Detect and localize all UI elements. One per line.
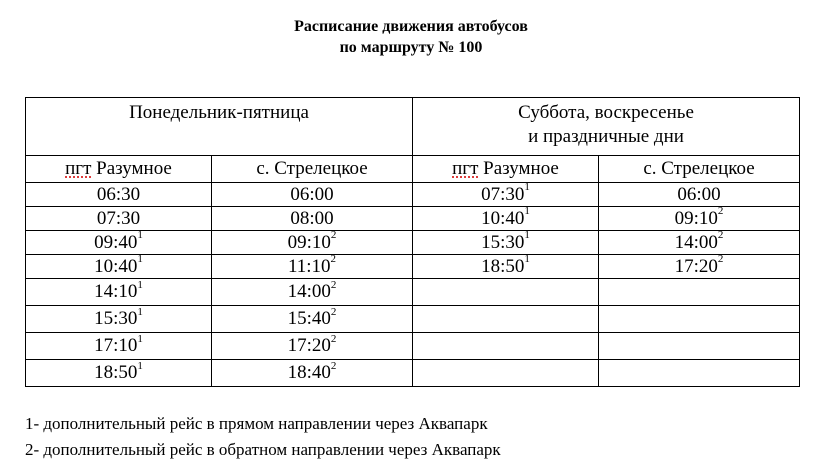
footnote-marker: 2	[717, 205, 724, 218]
table-row	[26, 231, 800, 255]
time-value: 17:10	[94, 335, 138, 356]
time-value: 17:20	[287, 335, 331, 356]
time-value: 07:30	[96, 207, 141, 229]
footnote-marker: 1	[524, 205, 530, 218]
time-value: 15:40	[287, 308, 331, 329]
column-header-row	[26, 156, 800, 183]
table-row	[26, 306, 800, 333]
column-header-label: пгт Разумное	[452, 158, 559, 179]
time-value: 14:10	[94, 281, 138, 302]
column-header-label: с. Стрелецкое	[643, 158, 755, 179]
footnote-marker: 2	[330, 359, 337, 372]
time-cell-weekday-streletskoe	[212, 333, 413, 360]
footnote-marker: 1	[524, 253, 530, 266]
group-weekday	[26, 98, 413, 156]
time-value: 18:50	[94, 362, 138, 383]
time-cell-weekend-razumnoe	[413, 360, 599, 387]
time-cell-weekend-streletskoe	[599, 306, 800, 333]
table-row	[26, 183, 800, 207]
footnote-marker: 2	[330, 278, 337, 291]
time-cell-weekday-streletskoe	[212, 183, 413, 207]
time-cell-weekday-streletskoe	[212, 231, 413, 255]
column-header-weekday-razumnoe	[26, 156, 212, 183]
footnote-marker: 1	[137, 359, 143, 372]
time-cell-weekend-streletskoe	[599, 231, 800, 255]
time-value: 18:50	[481, 255, 525, 277]
spellcheck-underline: пгт	[65, 158, 92, 179]
table-row	[26, 255, 800, 279]
time-value: 08:00	[290, 207, 334, 229]
time-value: 06:00	[677, 183, 721, 205]
time-cell-weekday-razumnoe	[26, 183, 212, 207]
time-cell-weekday-razumnoe	[26, 207, 212, 231]
column-header-weekend-streletskoe	[599, 156, 800, 183]
table-row	[26, 207, 800, 231]
group-header-row	[26, 98, 800, 156]
footnote-marker: 1	[137, 253, 143, 266]
time-value: 10:40	[481, 207, 525, 229]
time-value: 10:40	[94, 255, 138, 277]
time-cell-weekend-streletskoe	[599, 207, 800, 231]
footnotes	[25, 411, 501, 463]
time-cell-weekend-streletskoe	[599, 255, 800, 279]
time-value: 15:30	[481, 231, 525, 253]
table-row	[26, 333, 800, 360]
document-title	[0, 16, 822, 58]
footnote-marker: 2	[717, 253, 724, 266]
footnote-marker: 2	[717, 229, 724, 242]
time-cell-weekday-streletskoe	[212, 255, 413, 279]
time-value: 14:00	[287, 281, 331, 302]
footnote-marker: 2	[330, 305, 337, 318]
footnote-1: 1- дополнительный рейс в прямом направлении через Аквапарк	[25, 414, 488, 433]
table-row	[26, 279, 800, 306]
time-value: 07:30	[481, 183, 525, 205]
footnote-marker: 2	[330, 253, 337, 266]
time-value: 09:40	[94, 231, 138, 253]
schedule-table	[25, 97, 800, 387]
footnote-marker: 1	[137, 229, 143, 242]
column-header-weekday-streletskoe	[212, 156, 413, 183]
time-cell-weekend-streletskoe	[599, 183, 800, 207]
time-cell-weekend-razumnoe	[413, 279, 599, 306]
group-weekday-label: Понедельник-пятница	[129, 102, 309, 123]
time-cell-weekend-razumnoe	[413, 231, 599, 255]
column-header-weekend-razumnoe	[413, 156, 599, 183]
title-line-1: Расписание движения автобусов	[294, 18, 528, 35]
schedule-body	[26, 183, 800, 387]
time-value: 18:40	[287, 362, 331, 383]
footnote-marker: 2	[330, 229, 337, 242]
time-value: 06:00	[290, 183, 334, 205]
time-cell-weekend-razumnoe	[413, 306, 599, 333]
time-cell-weekday-razumnoe	[26, 231, 212, 255]
group-weekend-label-line-2: и праздничные дни	[528, 126, 684, 147]
time-cell-weekday-razumnoe	[26, 306, 212, 333]
time-cell-weekday-streletskoe	[212, 207, 413, 231]
time-value: 06:30	[96, 183, 141, 205]
footnote-2: 2- дополнительный рейс в обратном направлении через Аквапарк	[25, 440, 501, 459]
column-header-label: пгт Разумное	[65, 158, 172, 179]
time-cell-weekday-streletskoe	[212, 306, 413, 333]
time-value: 11:10	[287, 255, 331, 277]
time-cell-weekend-streletskoe	[599, 360, 800, 387]
time-cell-weekday-razumnoe	[26, 255, 212, 279]
footnote-marker: 1	[137, 332, 143, 345]
footnote-marker: 1	[524, 181, 530, 194]
title-line-2: по маршруту № 100	[339, 39, 483, 56]
time-cell-weekday-streletskoe	[212, 360, 413, 387]
group-weekend-label-line-1: Суббота, воскресенье	[518, 102, 694, 123]
time-cell-weekday-razumnoe	[26, 333, 212, 360]
footnote-marker: 1	[137, 278, 143, 291]
time-cell-weekend-razumnoe	[413, 207, 599, 231]
time-cell-weekday-razumnoe	[26, 360, 212, 387]
group-weekend	[413, 98, 800, 156]
footnote-marker: 1	[137, 305, 143, 318]
time-value: 09:10	[287, 231, 331, 253]
time-cell-weekend-streletskoe	[599, 333, 800, 360]
time-cell-weekday-streletskoe	[212, 279, 413, 306]
time-cell-weekend-razumnoe	[413, 183, 599, 207]
table-row	[26, 360, 800, 387]
spellcheck-underline: пгт	[452, 158, 479, 179]
column-header-label: с. Стрелецкое	[256, 158, 368, 179]
time-value: 09:10	[674, 207, 718, 229]
footnote-marker: 2	[330, 332, 337, 345]
time-value: 17:20	[674, 255, 718, 277]
time-cell-weekend-streletskoe	[599, 279, 800, 306]
time-value: 15:30	[94, 308, 138, 329]
time-cell-weekend-razumnoe	[413, 255, 599, 279]
time-cell-weekday-razumnoe	[26, 279, 212, 306]
time-cell-weekend-razumnoe	[413, 333, 599, 360]
time-value: 14:00	[674, 231, 718, 253]
footnote-marker: 1	[524, 229, 530, 242]
